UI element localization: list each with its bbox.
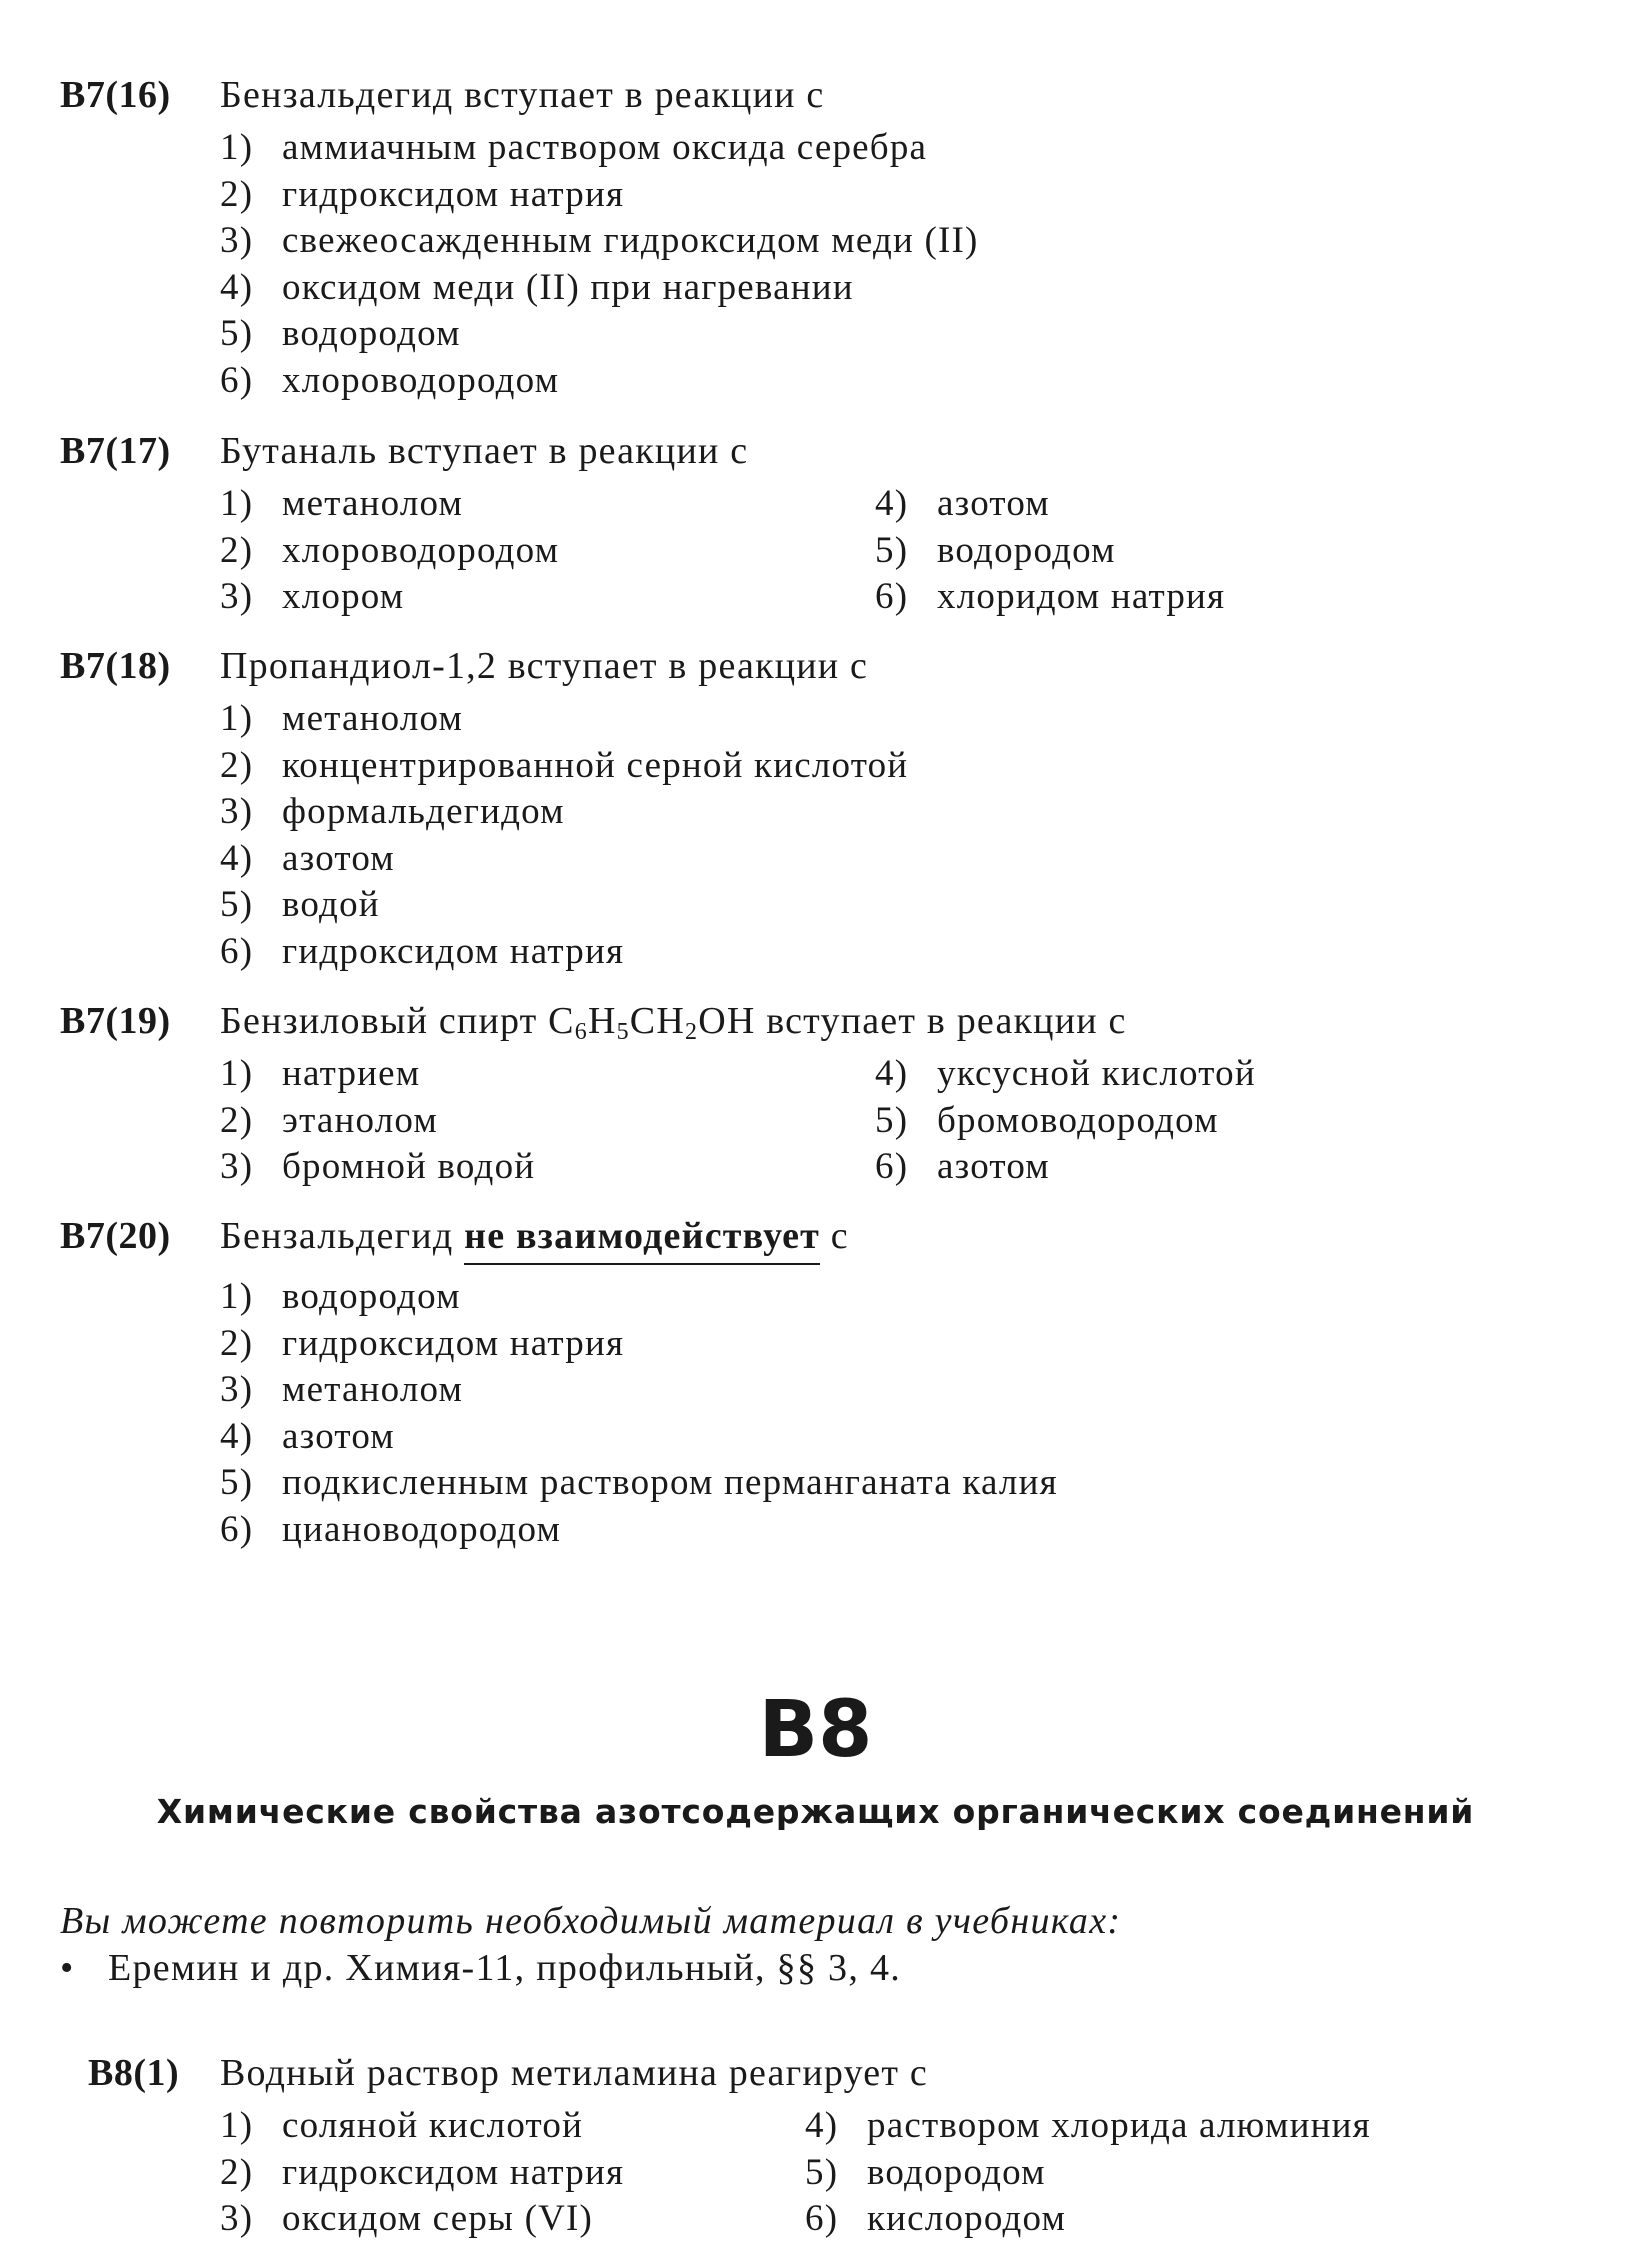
question-number: В7(20)	[60, 1215, 171, 1257]
question-number: В7(17)	[60, 430, 171, 472]
option-4: 4) азотом	[220, 1415, 395, 1457]
option-5: 5) бромоводородом	[875, 1099, 1219, 1141]
option-6: 6) азотом	[875, 1146, 1050, 1187]
section-title: В8	[758, 1685, 873, 1775]
option-4: 4) раствором хлорида алюминия	[805, 2105, 1371, 2146]
option-5: 5) водородом	[805, 2151, 1046, 2193]
option-2: 2) гидроксидом натрия	[220, 2151, 625, 2193]
question-number: В7(16)	[60, 74, 171, 116]
option-3: 3) оксидом серы (VI)	[220, 2198, 594, 2239]
option-2: 2) этанолом	[220, 1099, 439, 1141]
options-grid	[220, 2103, 1628, 2243]
question-text: Водный раствор метиламина реагирует с	[220, 2052, 928, 2094]
option-4: 4) оксидом меди (II) при нагревании	[220, 266, 854, 308]
question-number: В7(19)	[60, 1000, 171, 1042]
option-1: 1) аммиачным раствором оксида серебра	[220, 127, 928, 168]
option-6: 6) хлороводородом	[220, 359, 560, 401]
question-text: Бензиловый спирт $C_6H_5CH_2OH$ вступает в реакции с	[220, 1000, 1127, 1045]
option-3: 3) хлором	[220, 576, 405, 617]
question-b7-18	[60, 643, 1600, 975]
option-5: 5) водородом	[220, 313, 461, 354]
option-1: 1) водородом	[220, 1276, 461, 1317]
question-b7-17	[60, 428, 1600, 621]
options-list	[220, 125, 1600, 404]
option-5: 5) водой	[220, 884, 380, 925]
question-b7-20	[60, 1213, 1600, 1553]
option-1: 1) натрием	[220, 1053, 421, 1094]
option-1: 1) метанолом	[220, 698, 464, 739]
option-1: 1) соляной кислотой	[220, 2105, 584, 2146]
option-3: 3) формальдегидом	[220, 791, 565, 832]
question-text: Бензальдегид не взаимодействует с	[220, 1213, 1600, 1259]
question-b7-19	[60, 998, 1600, 1191]
section-subtitle: Химические свойства азотсодержащих органических соединений	[156, 1792, 1475, 1831]
option-3: 3) свежеосажденным гидроксидом меди (II)	[220, 220, 979, 261]
option-3: 3) метанолом	[220, 1369, 464, 1410]
option-1: 1) метанолом	[220, 483, 464, 524]
option-2: 2) гидроксидом натрия	[220, 1322, 625, 1364]
options-grid	[220, 481, 1600, 621]
option-6: 6) гидроксидом натрия	[220, 930, 625, 972]
option-2: 2) концентрированной серной кислотой	[220, 744, 909, 786]
emphasis-underlined: не взаимодействует	[464, 1215, 820, 1265]
option-2: 2) гидроксидом натрия	[220, 173, 625, 215]
bullet-icon: •	[60, 1947, 75, 1989]
option-4: 4) азотом	[875, 483, 1050, 524]
option-6: 6) кислородом	[805, 2198, 1067, 2239]
option-6: 6) циановодородом	[220, 1508, 562, 1550]
question-b7-16	[60, 72, 1600, 404]
option-6: 6) хлоридом натрия	[875, 576, 1226, 617]
options-grid	[220, 1051, 1600, 1191]
intro-text: Вы можете повторить необходимый материал в учебниках:	[60, 1900, 1122, 1942]
question-number: В7(18)	[60, 645, 171, 687]
question-number: В8(1)	[88, 2052, 180, 2094]
option-2: 2) хлороводородом	[220, 529, 560, 571]
option-4: 4) азотом	[220, 837, 395, 879]
option-5: 5) подкисленным раствором перманганата калия	[220, 1462, 1058, 1503]
reference-item: • Еремин и др. Химия-11, профильный, §§ 3, 4.	[60, 1947, 902, 1989]
question-text: Бутаналь вступает в реакции с	[220, 430, 749, 472]
option-3: 3) бромной водой	[220, 1146, 536, 1187]
question-b8-1	[88, 2050, 1628, 2243]
option-5: 5) водородом	[875, 529, 1116, 571]
question-text: Бензальдегид вступает в реакции с	[220, 74, 825, 116]
options-list	[220, 696, 1600, 975]
question-text: Пропандиол-1,2 вступает в реакции с	[220, 645, 869, 687]
options-list	[220, 1274, 1600, 1553]
option-4: 4) уксусной кислотой	[875, 1053, 1256, 1094]
